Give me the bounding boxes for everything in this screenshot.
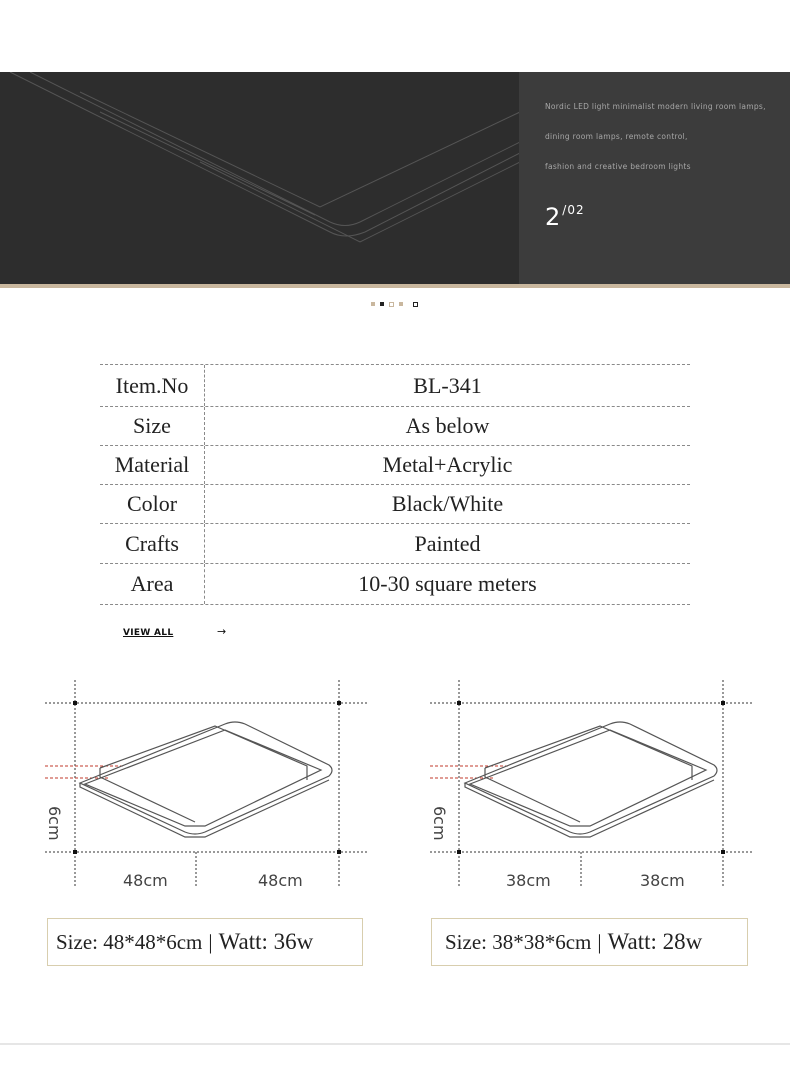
pagination-dot[interactable] [380, 302, 384, 306]
banner-caption [545, 102, 766, 192]
spec-row [100, 485, 690, 524]
product-diagram-small [430, 680, 752, 888]
slide-current: 2 [545, 203, 561, 231]
caption-line: Nordic LED light minimalist modern living room lamps, [545, 102, 766, 111]
spec-row [100, 446, 690, 485]
spec-key: Color [100, 485, 205, 523]
height-label: 6cm [45, 806, 64, 841]
spec-row [100, 564, 690, 605]
separator: | [597, 929, 602, 954]
spec-table [100, 364, 690, 605]
view-all-link[interactable]: VIEW ALL [123, 628, 174, 638]
size-text: Size: 48*48*6cm [56, 929, 203, 954]
width-label: 38cm [506, 871, 551, 890]
hero-banner [0, 72, 790, 284]
size-text: Size: 38*38*6cm [445, 929, 592, 954]
depth-label: 38cm [640, 871, 685, 890]
caption-line: fashion and creative bedroom lights [545, 162, 691, 171]
caption-line: dining room lamps, remote control, [545, 132, 688, 141]
height-label: 6cm [430, 806, 449, 841]
footer-divider [0, 1043, 790, 1045]
depth-label: 48cm [258, 871, 303, 890]
watt-text: Watt: 36w [218, 929, 314, 954]
size-watt-label [431, 918, 748, 966]
spec-row [100, 365, 690, 407]
accent-divider [0, 284, 790, 288]
spec-value: BL-341 [413, 372, 482, 398]
lamp-dimension-drawing [430, 680, 752, 888]
arrow-right-icon[interactable]: → [217, 625, 227, 638]
spec-value: Metal+Acrylic [382, 452, 513, 477]
spec-value: As below [405, 413, 490, 438]
spec-key: Crafts [100, 524, 205, 563]
slide-counter [545, 203, 585, 231]
watt-text: Watt: 28w [607, 929, 703, 954]
carousel-pagination [371, 301, 418, 307]
spec-key: Size [100, 407, 205, 445]
pagination-dot[interactable] [413, 302, 418, 307]
spec-key: Material [100, 446, 205, 484]
separator: | [208, 929, 213, 954]
spec-key: Item.No [100, 365, 205, 406]
pagination-dot[interactable] [399, 302, 403, 306]
spec-value: 10-30 square meters [358, 571, 537, 596]
spec-value: Painted [414, 530, 481, 556]
spec-row [100, 524, 690, 564]
product-diagram-large [45, 680, 367, 888]
spec-key: Area [100, 564, 205, 604]
pagination-dot[interactable] [389, 302, 394, 307]
pagination-dot[interactable] [371, 302, 375, 306]
size-watt-label [47, 918, 363, 966]
spec-row [100, 407, 690, 446]
spec-value: Black/White [391, 491, 504, 516]
width-label: 48cm [123, 871, 168, 890]
lamp-dimension-drawing [45, 680, 367, 888]
slide-total: /02 [562, 203, 585, 217]
